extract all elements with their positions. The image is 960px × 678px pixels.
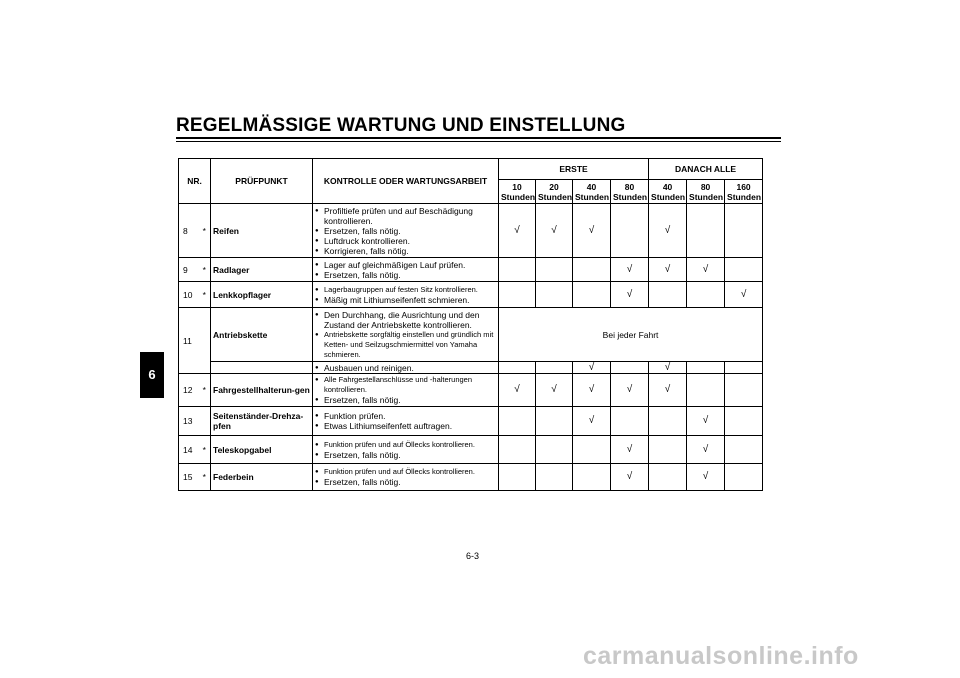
row-star: * — [199, 374, 211, 407]
row-number: 12 — [179, 374, 199, 407]
table-row — [179, 464, 763, 491]
check-cell — [536, 436, 573, 464]
check-cell: √ — [611, 374, 649, 407]
action-item: ● Ersetzen, falls nötig. — [315, 450, 496, 460]
row-star: * — [199, 436, 211, 464]
check-cell: √ — [536, 374, 573, 407]
check-cell: √ — [687, 407, 725, 436]
check-cell: √ — [611, 282, 649, 308]
action-item: ● Ausbauen und reinigen. — [315, 363, 496, 373]
table-row — [179, 407, 763, 436]
header-first: ERSTE — [499, 159, 649, 180]
check-cell: √ — [649, 362, 687, 374]
check-cell — [725, 436, 763, 464]
table-row — [179, 282, 763, 308]
row-star — [199, 407, 211, 436]
row-star: * — [199, 258, 211, 282]
chapter-tab: 6 — [140, 352, 164, 398]
row-number: 8 — [179, 204, 199, 258]
action-item: ● Funktion prüfen. — [315, 411, 496, 421]
check-cell: √ — [687, 464, 725, 491]
check-cell — [536, 407, 573, 436]
check-cell: √ — [687, 436, 725, 464]
row-item: Teleskopgabel — [211, 436, 313, 464]
row-star — [199, 308, 211, 374]
action-item: ● Ersetzen, falls nötig. — [315, 395, 496, 405]
row-actions — [313, 374, 499, 407]
action-item: ● Lager auf gleichmäßigen Lauf prüfen. — [315, 260, 496, 270]
action-item: ● Etwas Lithiumseifenfett auftragen. — [315, 421, 496, 431]
check-cell: √ — [573, 362, 611, 374]
check-cell — [649, 464, 687, 491]
check-cell — [649, 436, 687, 464]
check-cell — [499, 464, 536, 491]
row-actions — [313, 407, 499, 436]
header-interval: 40 Stunden — [649, 180, 687, 204]
check-cell — [536, 282, 573, 308]
row-actions — [313, 436, 499, 464]
check-cell — [725, 204, 763, 258]
table-row — [179, 436, 763, 464]
check-cell: √ — [649, 204, 687, 258]
row-star: * — [199, 464, 211, 491]
header-item: PRÜFPUNKT — [211, 159, 313, 204]
row-item: Antriebskette — [211, 308, 313, 362]
row-actions — [313, 282, 499, 308]
check-cell — [499, 436, 536, 464]
row-number: 11 — [179, 308, 199, 374]
row-number: 9 — [179, 258, 199, 282]
check-cell — [725, 407, 763, 436]
row-actions — [313, 308, 499, 362]
header-interval: 80 Stunden — [687, 180, 725, 204]
check-cell — [611, 407, 649, 436]
page-title: REGELMÄSSIGE WARTUNG UND EINSTELLUNG — [176, 115, 626, 136]
check-cell: √ — [611, 436, 649, 464]
row-number: 14 — [179, 436, 199, 464]
check-cell — [611, 362, 649, 374]
check-cell — [499, 407, 536, 436]
check-cell — [573, 282, 611, 308]
check-cell — [725, 258, 763, 282]
table-row — [179, 362, 763, 374]
action-item: ● Ersetzen, falls nötig. — [315, 270, 496, 280]
row-star: * — [199, 204, 211, 258]
check-cell: √ — [573, 374, 611, 407]
action-item: ● Mäßig mit Lithiumseifenfett schmieren. — [315, 295, 496, 305]
row-item: Reifen — [211, 204, 313, 258]
table-row — [179, 374, 763, 407]
row-star: * — [199, 282, 211, 308]
check-cell — [499, 282, 536, 308]
check-cell — [611, 204, 649, 258]
watermark: carmanualsonline.info — [583, 642, 859, 670]
check-cell — [573, 258, 611, 282]
check-cell — [725, 464, 763, 491]
table-row — [179, 308, 763, 362]
action-item: ● Profiltiefe prüfen und auf Beschädigung kontrollieren. — [315, 206, 496, 226]
check-cell: √ — [573, 204, 611, 258]
table-row — [179, 204, 763, 258]
check-cell — [687, 204, 725, 258]
action-item: ● Ersetzen, falls nötig. — [315, 477, 496, 487]
check-cell — [649, 407, 687, 436]
check-cell: √ — [649, 258, 687, 282]
check-cell — [536, 258, 573, 282]
row-item: Radlager — [211, 258, 313, 282]
check-cell: √ — [611, 464, 649, 491]
check-cell — [687, 374, 725, 407]
check-cell — [573, 464, 611, 491]
check-cell: √ — [536, 204, 573, 258]
check-cell: √ — [687, 258, 725, 282]
title-rule-thick — [176, 137, 781, 139]
header-row-top — [179, 159, 763, 180]
row-item: Federbein — [211, 464, 313, 491]
header-interval: 160 Stunden — [725, 180, 763, 204]
check-cell — [499, 362, 536, 374]
header-after: DANACH ALLE — [649, 159, 763, 180]
page-number: 6-3 — [466, 551, 480, 561]
check-cell: √ — [611, 258, 649, 282]
row-item: Lenkkopflager — [211, 282, 313, 308]
row-item-empty — [211, 362, 313, 374]
row-item: Seitenständer-Drehza-pfen — [211, 407, 313, 436]
action-item: ● Korrigieren, falls nötig. — [315, 246, 496, 256]
header-interval: 20 Stunden — [536, 180, 573, 204]
title-rule-thin — [176, 141, 781, 142]
action-item: ● Ersetzen, falls nötig. — [315, 226, 496, 236]
row-item: Fahrgestellhalterun-gen — [211, 374, 313, 407]
check-cell — [536, 464, 573, 491]
action-item: ● Antriebskette sorgfältig einstellen und gründlich mit Ketten- und Seilzugschmiermittel von Yamaha schmieren. — [315, 330, 496, 360]
row-number: 10 — [179, 282, 199, 308]
check-cell — [725, 374, 763, 407]
check-cell — [499, 258, 536, 282]
header-work: KONTROLLE ODER WARTUNGSARBEIT — [313, 159, 499, 204]
check-cell: √ — [725, 282, 763, 308]
row-number: 15 — [179, 464, 199, 491]
check-cell — [725, 362, 763, 374]
header-nr: NR. — [179, 159, 211, 204]
header-interval: 40 Stunden — [573, 180, 611, 204]
check-cell — [687, 362, 725, 374]
row-number: 13 — [179, 407, 199, 436]
check-cell — [536, 362, 573, 374]
action-item: ● Alle Fahrgestellanschlüsse und -halterungen kontrollieren. — [315, 375, 496, 395]
row-actions — [313, 464, 499, 491]
row-actions — [313, 258, 499, 282]
check-cell: √ — [499, 204, 536, 258]
check-cell: √ — [573, 407, 611, 436]
check-cell — [573, 436, 611, 464]
header-interval: 80 Stunden — [611, 180, 649, 204]
row-actions — [313, 204, 499, 258]
check-cell — [687, 282, 725, 308]
action-item: ● Funktion prüfen und auf Öllecks kontrollieren. — [315, 467, 496, 477]
action-item: ● Luftdruck kontrollieren. — [315, 236, 496, 246]
check-cell: √ — [499, 374, 536, 407]
every-ride-cell: Bei jeder Fahrt — [499, 308, 763, 362]
action-item: ● Den Durchhang, die Ausrichtung und den Zustand der Antriebskette kontrollieren. — [315, 310, 496, 330]
check-cell: √ — [649, 374, 687, 407]
check-cell — [649, 282, 687, 308]
action-item: ● Funktion prüfen und auf Öllecks kontrollieren. — [315, 440, 496, 450]
table-row — [179, 258, 763, 282]
action-item: ● Lagerbaugruppen auf festen Sitz kontrollieren. — [315, 285, 496, 295]
maintenance-table — [178, 158, 763, 491]
row-actions — [313, 362, 499, 374]
header-interval: 10 Stunden — [499, 180, 536, 204]
